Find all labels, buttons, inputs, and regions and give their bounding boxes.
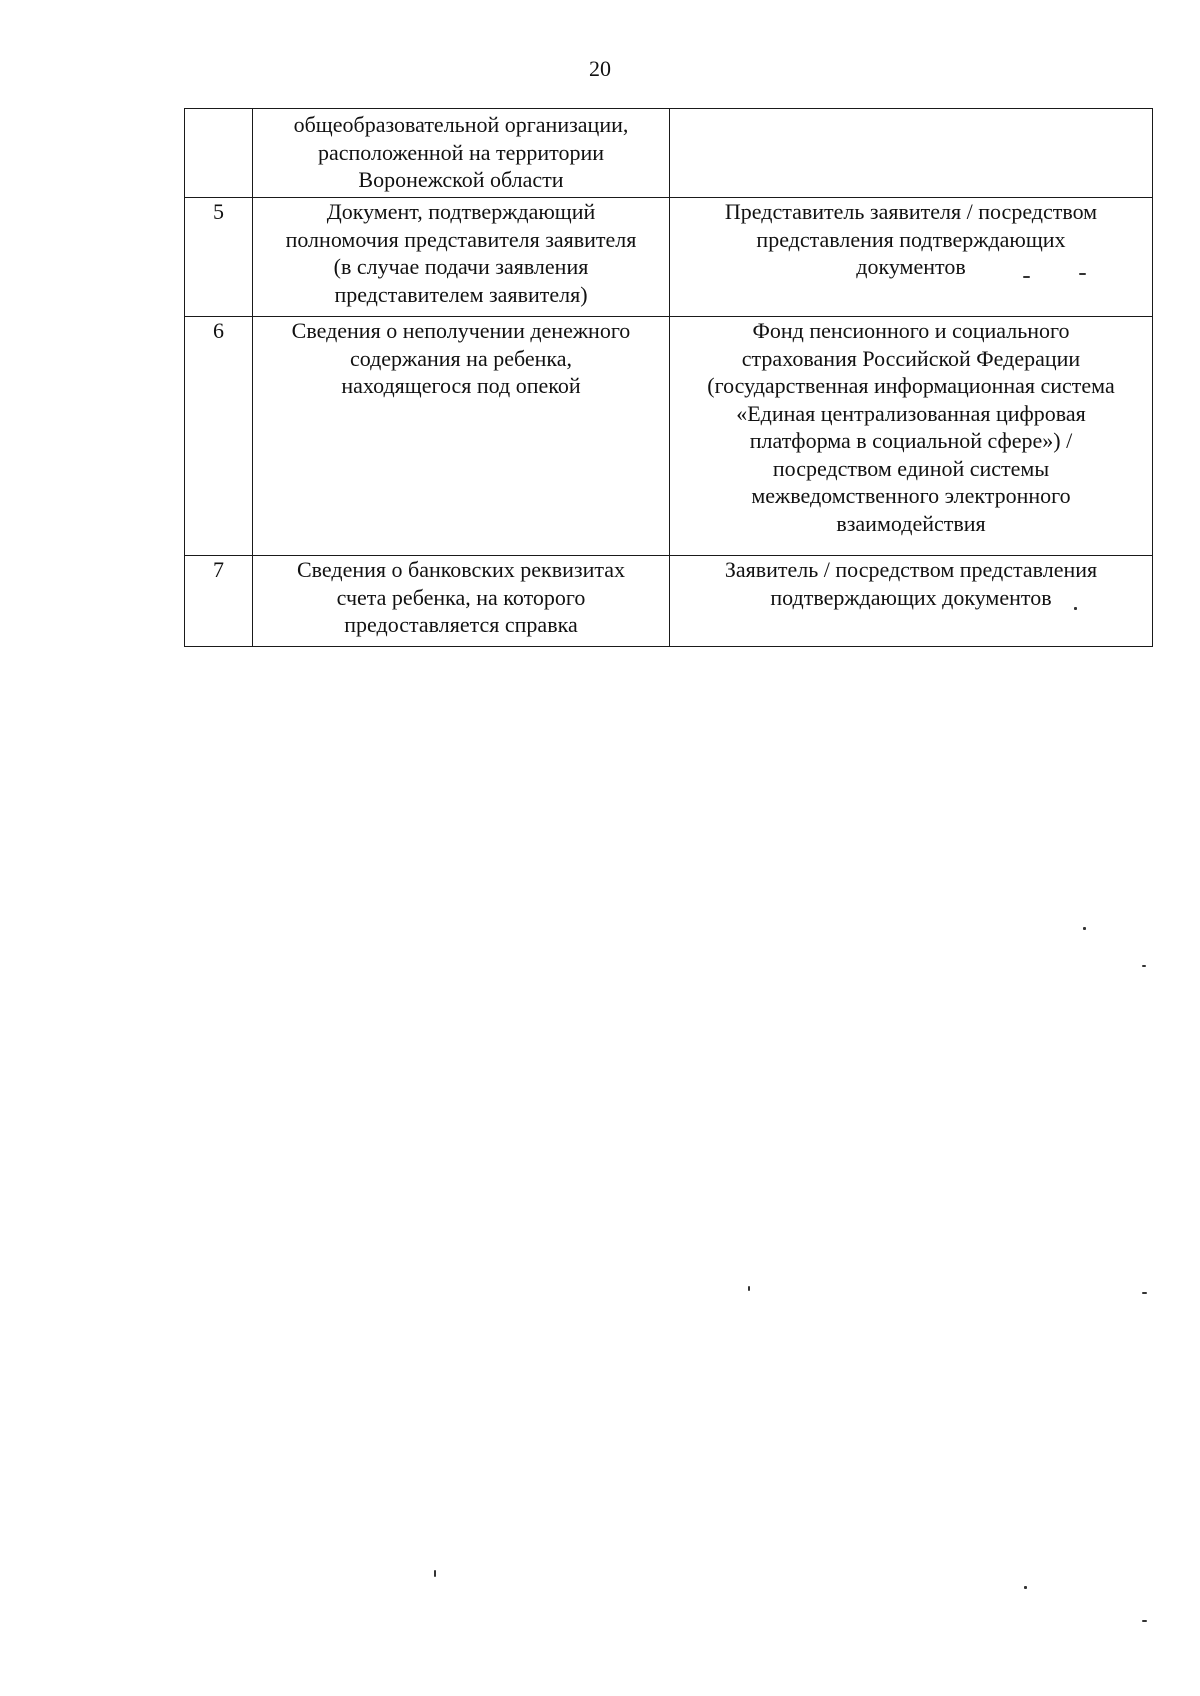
scan-speck [1142, 965, 1146, 967]
scan-speck [434, 1570, 436, 1577]
document-name-cell [253, 317, 670, 556]
document-name-line: счета ребенка, на которого [336, 584, 586, 610]
scan-speck [1083, 927, 1086, 930]
scan-speck [1142, 1620, 1147, 1622]
document-name-line: общеобразовательной организации, [293, 112, 629, 137]
document-name-cell [253, 198, 670, 317]
row-number-cell: 7 [185, 556, 253, 647]
document-source-line: подтверждающих документов [770, 584, 1052, 610]
scan-speck [1074, 607, 1077, 610]
document-name-line: (в случае подачи заявления [333, 254, 589, 279]
scan-speck [1024, 1586, 1027, 1589]
document-source-cell [670, 109, 1153, 198]
table-row [185, 556, 1153, 647]
row-number-cell [185, 109, 253, 198]
document-name-cell [253, 109, 670, 198]
document-name-line: Воронежской области [358, 167, 564, 192]
document-source-line: страхования Российской Федерации [741, 345, 1081, 371]
document-name-line: содержания на ребенка, [349, 345, 573, 371]
document-name-cell [253, 556, 670, 647]
documents-table [184, 108, 1153, 647]
document-source-line: Представитель заявителя / посредством [724, 199, 1098, 224]
scan-speck [748, 1286, 750, 1291]
document-name-line: предоставляется справка [344, 612, 578, 637]
document-source-line: межведомственного электронного [751, 483, 1071, 508]
scan-speck [1142, 1292, 1147, 1294]
document-name-line: расположенной на территории [318, 139, 604, 165]
document-name-line: Сведения о банковских реквизитах [296, 557, 626, 582]
document-name-line: Сведения о неполучении денежного [291, 318, 631, 343]
document-source-cell [670, 556, 1153, 647]
document-source-line: Заявитель / посредством представления [724, 557, 1098, 582]
document-source-cell [670, 317, 1153, 556]
document-name-line: полномочия представителя заявителя [285, 226, 637, 252]
document-source-line: документов [856, 254, 966, 279]
table-row [185, 198, 1153, 317]
document-source-cell [670, 198, 1153, 317]
document-name-line: представителем заявителя) [334, 281, 588, 307]
document-source-line: представления подтверждающих [756, 226, 1066, 252]
row-number-cell: 6 [185, 317, 253, 556]
document-source-line: (государственная информационная система [707, 373, 1115, 398]
document-name-line: находящегося под опекой [341, 373, 581, 398]
document-source-line: Фонд пенсионного и социального [752, 318, 1070, 343]
document-name-line: Документ, подтверждающий [326, 199, 596, 224]
page-number: 20 [589, 56, 611, 81]
document-source-line: посредством единой системы [772, 455, 1050, 481]
table-row [185, 109, 1153, 198]
scan-speck [1079, 273, 1086, 275]
document-source-line: взаимодействия [836, 510, 986, 536]
row-number-cell: 5 [185, 198, 253, 317]
document-source-line: платформа в социальной сфере») / [749, 428, 1073, 453]
table-row [185, 317, 1153, 556]
scan-speck [1023, 276, 1030, 278]
document-source-line: «Единая централизованная цифровая [736, 400, 1086, 426]
